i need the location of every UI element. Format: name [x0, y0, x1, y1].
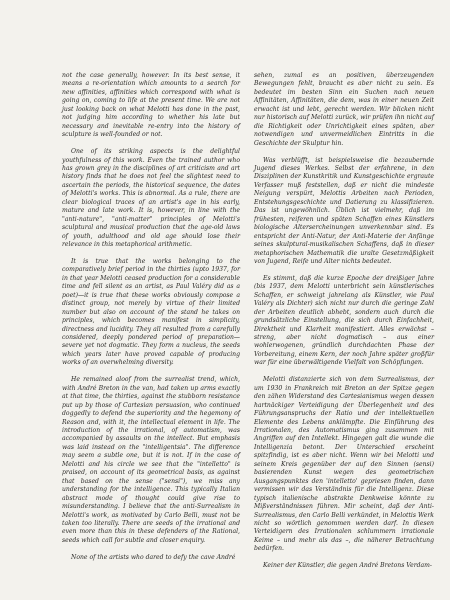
paragraph: It is true that the works belonging to the comparatively brief period in the thirties (upto 1937, for in that year Melotti ceased production for a considerable time and fell silent as an artist, as Paul Valéry did as a poet)—it is true that these works obviously compose a distinct group, not merely by virtue of their limited number but also on account of the stand he takes on principles, which becomes manifest in simplicity, directness and lucidity. They all resulted from a carefully considered, deeply pondered period of preparation—severe yet not dogmatic. They form a nucleus, the seeds which years later have proved capable of producing works of an overwhelming diversity.	[62, 257, 240, 367]
paragraph: Melotti distanzierte sich von dem Surrealismus, der um 1930 in Frankreich mit Breton an der Spitze gegen den zähen Widerstand des Cartesianismus wegen dessen hartnäckiger Verteidigung der Überlegenheit und des Führungsanspruchs der Ratio und der intellektuellen Elemente des Lebens anklämpfte. Die Einführung des Irrationalen, des Automatismus ging zusammen mit Angriffen auf den Intellekt. Hingegen galt die wunde die Intelligenzia betont. Der Unterschied erscheint spitzfindig, ist es aber nicht. Wenn wir bei Melotti und seinem Kreis gegenüber der auf den Sinnen (sensi) basierenden Kunst wegen des geometrischen Ausgangspunktes den 'intelletto' gepriesen finden, dann vermissen wir das Verständnis für die Intelligenz. Diese typisch italienische abstrakte Denkweise könnte zu Mißverständnissen führen. Mir scheint, daß der Anti-Surrealismus, den Carlo Belli verkündet, in Melottis Werk nicht so wörtlich genommen werden darf. In diesen Verteidigern des Irrationalen schlummern irrationale Keime – und mehr als das –, die näherer Betrachtung bedürfen.	[254, 376, 434, 553]
paragraph: Keiner der Künstler, die gegen André Bretons Verdam-	[263, 562, 432, 570]
paragraph: not the case generally, however. In its best sense, it means a re-orientation which amounts to a search for new affinities, affinities which correspond with what is going on, coming to life at the present time. We are not just looking back on what Melotti has done in the past, not judging him according to whether his late but necessary and inevitable re-entry into the history of sculpture is well-founded or not.	[62, 72, 240, 139]
paragraph: One of its striking aspects is the delightful youthfulness of this work. Even the trained author who has grown grey in the disciplines of art criticism and art history finds that he does not feel the slightest need to ascertain the periods, the historical sequence, the dates of Melotti's works. This is abnormal. As a rule, there are clear biological traces of an artist's age in his early, mature and late work. It is, however, in line with the "anti-nature", "anti-matter" principles of Melotti's sculptural and musical production that the age-old laws of youth, adulthood and old age should lose their relevance in this metaphorical arithmetic.	[62, 148, 240, 249]
german-column	[254, 72, 434, 571]
paragraph: Es stimmt, daß die kurze Epoche der dreißiger Jahre (bis 1937, dem Melotti unterbricht sein künstlerisches Schaffen, er schweigt jahrelang als Künstler, wie Paul Valéry als Dichter) sich nicht nur durch die geringe Zahl der Arbeiten deutlich abhebt, sondern auch durch die grundsätzliche Einstellung, die sich durch Einfachheit, Direktheit und Klarheit manifestiert. Alles erwächst – streng, aber nicht dogmatisch – aus einer wohlerwogenen, gründlich durchdachten Phase der Vorbereitung, einem Kern, der noch Jahre später großfür war für eine überwältigende Vielfalt von Schöpfungen.	[254, 274, 434, 367]
paragraph: Was verblüfft, ist beispielsweise die bezaubernde Jugend dieses Werkes. Selbst der erfahrene, in den Disziplinen der Kunstkritik und Kunstgeschichte ergraute Verfasser muß feststellen, daß er nicht die mindeste Neigung verspürt, Melottis Arbeiten nach Perioden, Entstehungsgeschichte und Datierung zu klassifizieren. Das ist ungewöhnlich. Üblich ist vielmehr, daß im frühesten, reiferen und späten Schaffen eines Künstlers biologische Altersercheinungen unverkennbar sind. Es entspricht der Anti-Natur, der Anti-Materie der Anfänge seines skulptural-musikalischen Schaffens, daß in dieser metaphorischen Mathematik die uralte Gesetzmäßigkeit von Jugend, Reife und Alter nichts bedeutet.	[254, 156, 434, 265]
paragraph: He remained aloof from the surrealist trend, which, with André Breton in the van, had taken up arms exactly at that time, the thirties, against the stubborn resistance put up by those of Cartesian persuasion, who continued doggedly to defend the superiority and the hegemony of Reason and, with it, the intellectual element in life. The introduction of the irrational, of automatism, was accompanied by assaults on the intellect. But emphasis was laid instead on the "intelligentsia". The difference may seem a subtle one, but it is not. If in the case of Melotti and his circle we see that the "intelletto" is praised, on account of its geometrical basis, as against that based on the sense ("sensi"), we miss any understanding for the intelligence. This typically Italian abstract mode of thought could give rise to misunderstanding. I believe that the anti-Surrealism in Melotti's work, as motivated by Carlo Belli, must not be taken too literally. There are seeds of the irrational and even more than this in these defenders of the Rational, seeds which call for subtle and closer enquiry.	[62, 376, 240, 544]
two-column-text	[62, 72, 434, 571]
paragraph: sehen, zumal es an positiven, überzeugenden Bewegungen fehlt, braucht es aber nicht zu sein. Es bedeutet im besten Sinn ein Suchen nach neuen Affinitäten, Affinitäten, die dem, was in einer neuen Zeit erwacht ist und lebt, gerecht werden. Wir blicken nicht nur historisch auf Melotti zurück, wir prüfen ihn nicht auf die Richtigkeit oder Unrichtigkeit eines späten, aber notwendigen und unvermeidlichen Eintritts in die Geschichte der Skulptur hin.	[254, 72, 434, 147]
paragraph: None of the artists who dared to defy the cave André	[71, 553, 236, 561]
english-column	[62, 72, 240, 571]
